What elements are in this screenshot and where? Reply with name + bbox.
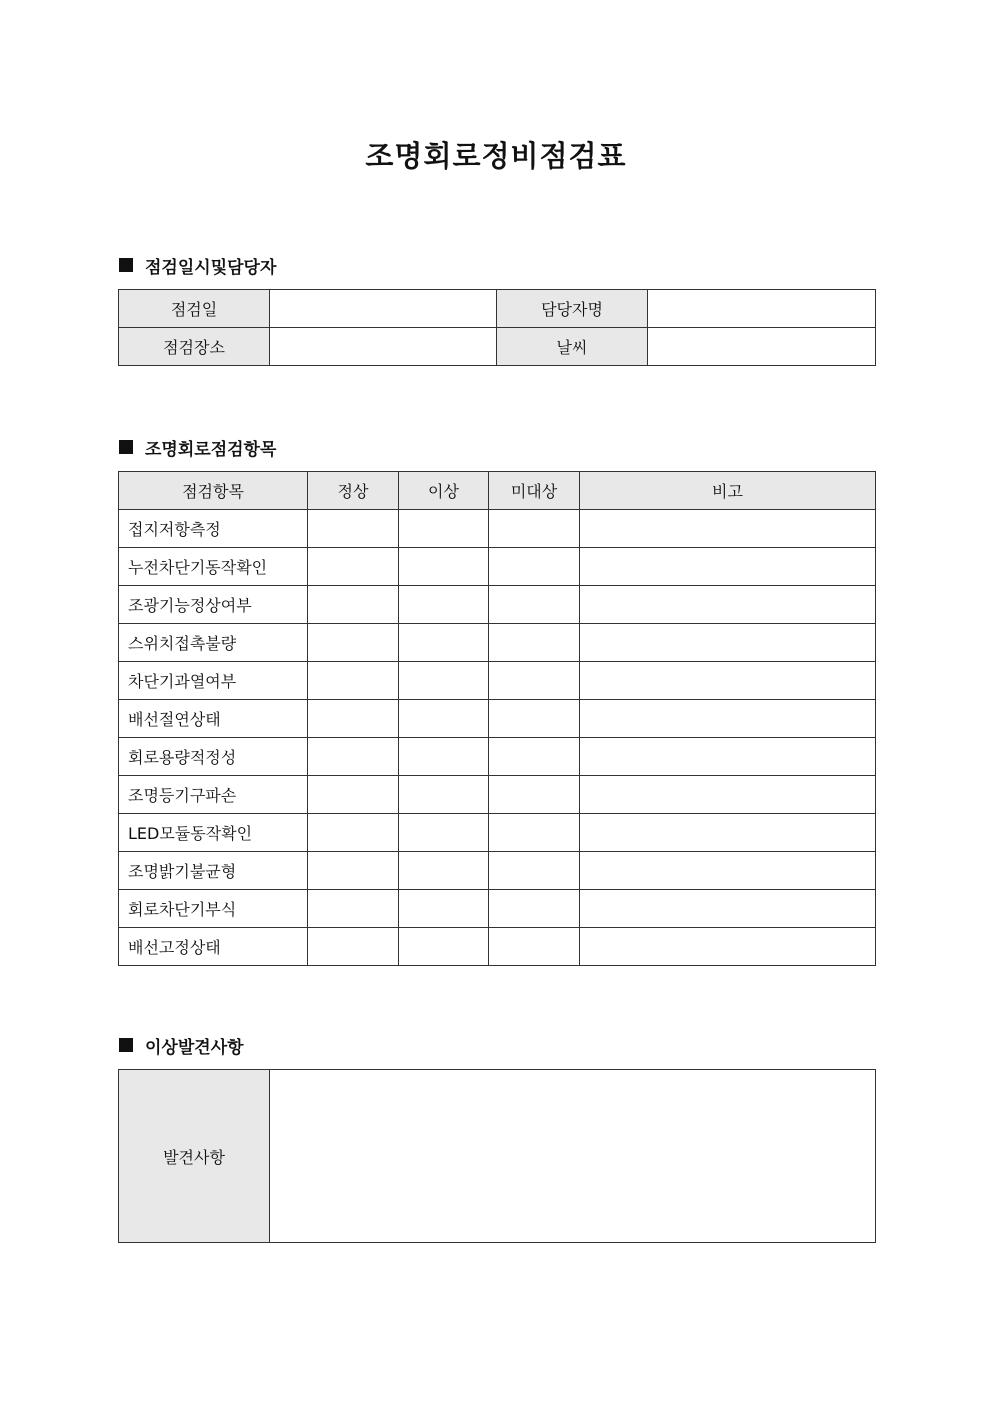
column-header-not-applicable: 미대상 [489,472,580,510]
check-item-label: 스위치접촉불량 [119,624,308,662]
manager-name-field[interactable] [648,290,876,328]
remarks-cell[interactable] [580,928,876,966]
weather-label: 날씨 [497,328,648,366]
findings-table [118,1069,876,1243]
check-item-label: LED모듈동작확인 [119,814,308,852]
check-item-label: 조광기능정상여부 [119,586,308,624]
abnormal-cell[interactable] [399,700,489,738]
normal-cell[interactable] [308,624,399,662]
abnormal-cell[interactable] [399,776,489,814]
table-row [119,510,876,548]
section-heading-info-label: 점검일시및담당자 [145,257,277,278]
remarks-cell[interactable] [580,548,876,586]
table-row [119,586,876,624]
abnormal-cell[interactable] [399,586,489,624]
abnormal-cell[interactable] [399,662,489,700]
table-row [119,928,876,966]
abnormal-cell[interactable] [399,510,489,548]
normal-cell[interactable] [308,700,399,738]
abnormal-cell[interactable] [399,624,489,662]
square-bullet-icon [119,440,133,454]
remarks-cell[interactable] [580,510,876,548]
page-title: 조명회로정비점검표 [365,139,627,173]
remarks-cell[interactable] [580,700,876,738]
not-applicable-cell[interactable] [489,814,580,852]
not-applicable-cell[interactable] [489,890,580,928]
table-row [119,890,876,928]
section-heading-info [119,253,276,277]
remarks-cell[interactable] [580,890,876,928]
section-heading-findings-label: 이상발견사항 [145,1037,244,1058]
remarks-cell[interactable] [580,738,876,776]
table-row [119,814,876,852]
abnormal-cell[interactable] [399,738,489,776]
normal-cell[interactable] [308,852,399,890]
table-row [119,852,876,890]
not-applicable-cell[interactable] [489,700,580,738]
not-applicable-cell[interactable] [489,548,580,586]
normal-cell[interactable] [308,662,399,700]
remarks-cell[interactable] [580,776,876,814]
column-header-item: 점검항목 [119,472,308,510]
remarks-cell[interactable] [580,662,876,700]
findings-field[interactable] [270,1070,876,1243]
weather-field[interactable] [648,328,876,366]
table-row [119,738,876,776]
findings-row [119,1070,876,1243]
section-heading-check-label: 조명회로점검항목 [145,439,277,460]
normal-cell[interactable] [308,776,399,814]
check-item-label: 회로용량적정성 [119,738,308,776]
manager-name-label: 담당자명 [497,290,648,328]
check-item-label: 차단기과열여부 [119,662,308,700]
section-heading-findings [119,1033,244,1057]
check-item-label: 배선고정상태 [119,928,308,966]
not-applicable-cell[interactable] [489,738,580,776]
not-applicable-cell[interactable] [489,624,580,662]
table-row [119,700,876,738]
remarks-cell[interactable] [580,624,876,662]
square-bullet-icon [119,1038,133,1052]
abnormal-cell[interactable] [399,548,489,586]
normal-cell[interactable] [308,548,399,586]
column-header-abnormal: 이상 [399,472,489,510]
remarks-cell[interactable] [580,814,876,852]
abnormal-cell[interactable] [399,890,489,928]
remarks-cell[interactable] [580,586,876,624]
abnormal-cell[interactable] [399,928,489,966]
check-item-label: 조명등기구파손 [119,776,308,814]
normal-cell[interactable] [308,928,399,966]
not-applicable-cell[interactable] [489,586,580,624]
table-row [119,776,876,814]
inspection-place-label: 점검장소 [119,328,270,366]
info-row-2 [119,328,876,366]
check-item-label: 누전차단기동작확인 [119,548,308,586]
inspection-date-label: 점검일 [119,290,270,328]
not-applicable-cell[interactable] [489,852,580,890]
table-row [119,548,876,586]
table-row [119,624,876,662]
check-item-label: 조명밝기불균형 [119,852,308,890]
not-applicable-cell[interactable] [489,662,580,700]
table-row [119,662,876,700]
remarks-cell[interactable] [580,852,876,890]
normal-cell[interactable] [308,586,399,624]
info-table [118,289,876,366]
findings-label: 발견사항 [119,1070,270,1243]
not-applicable-cell[interactable] [489,510,580,548]
inspection-place-field[interactable] [270,328,497,366]
normal-cell[interactable] [308,814,399,852]
abnormal-cell[interactable] [399,852,489,890]
section-heading-check [119,435,276,459]
info-row-1 [119,290,876,328]
abnormal-cell[interactable] [399,814,489,852]
column-header-remarks: 비고 [580,472,876,510]
not-applicable-cell[interactable] [489,928,580,966]
check-table-body [119,510,876,966]
not-applicable-cell[interactable] [489,776,580,814]
check-item-label: 배선절연상태 [119,700,308,738]
inspection-date-field[interactable] [270,290,497,328]
square-bullet-icon [119,258,133,272]
check-item-label: 접지저항측정 [119,510,308,548]
normal-cell[interactable] [308,738,399,776]
check-table-header [119,472,876,510]
normal-cell[interactable] [308,890,399,928]
column-header-normal: 정상 [308,472,399,510]
check-item-label: 회로차단기부식 [119,890,308,928]
normal-cell[interactable] [308,510,399,548]
check-table [118,471,876,966]
